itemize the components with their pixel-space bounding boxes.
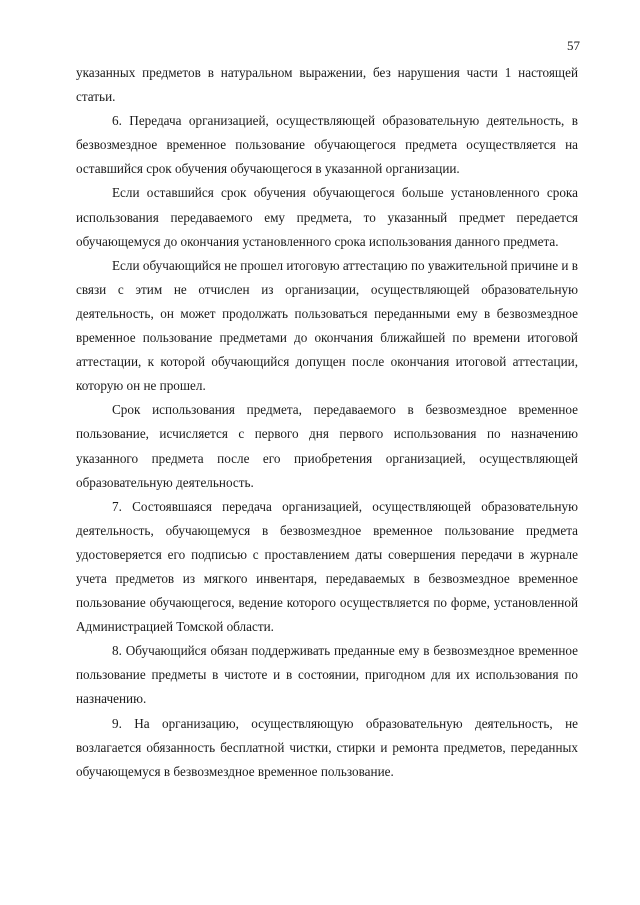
paragraph-item-6: 6. Передача организацией, осуществляющей образовательную деятельность, в безвозмездное временное пользование обучающегося предмета осуществляется на оставшийся срок обучения обучающегося в указанной организации. bbox=[76, 113, 578, 177]
paragraph-item-9: 9. На организацию, осуществляющую образовательную деятельность, не возлагается обязанность бесплатной чистки, стирки и ремонта предметов, переданных обучающемуся в безвозмездное временное пользование. bbox=[76, 715, 578, 779]
paragraph-item-7: 7. Состоявшаяся передача организацией, осуществляющей образовательную деятельность, обучающемуся в безвозмездное временное пользование предмета удостоверяется его подписью с проставлением даты совершения передачи в журнале учета предметов из мягкого инвентаря, передаваемых в безвозмездное временное пользование обучающегося, ведение которого осуществляется по форме, установленной Администрацией Томской области. bbox=[76, 498, 578, 635]
paragraph-attestation: Если обучающийся не прошел итоговую аттестацию по уважительной причине и в связи с этим не отчислен из организации, осуществляющей образовательную деятельность, он может продолжать пользоваться переданными ему в безвозмездное временное пользование предметами до окончания ближайшей по времени итоговой аттестации, к которой обучающийся допущен после окончания итоговой аттестации, которую он не прошел. bbox=[76, 257, 578, 394]
document-body bbox=[76, 61, 578, 784]
paragraph-continuation: указанных предметов в натуральном выражении, без нарушения части 1 настоящей статьи. bbox=[76, 65, 578, 105]
paragraph-usage-term: Срок использования предмета, передаваемого в безвозмездное временное пользование, исчисляется с первого дня первого использования по назначению указанного предмета после его приобретения организацией, осуществляющей образовательную деятельность. bbox=[76, 402, 578, 490]
page-number: 57 bbox=[567, 38, 580, 53]
paragraph-item-8: 8. Обучающийся обязан поддерживать преданные ему в безвозмездное временное пользование предметы в чистоте и в состоянии, пригодном для их использования по назначению. bbox=[76, 643, 578, 707]
paragraph-remaining-term: Если оставшийся срок обучения обучающегося больше установленного срока использования передаваемого ему предмета, то указанный предмет передается обучающемуся до окончания установленного срока использования данного предмета. bbox=[76, 185, 578, 249]
